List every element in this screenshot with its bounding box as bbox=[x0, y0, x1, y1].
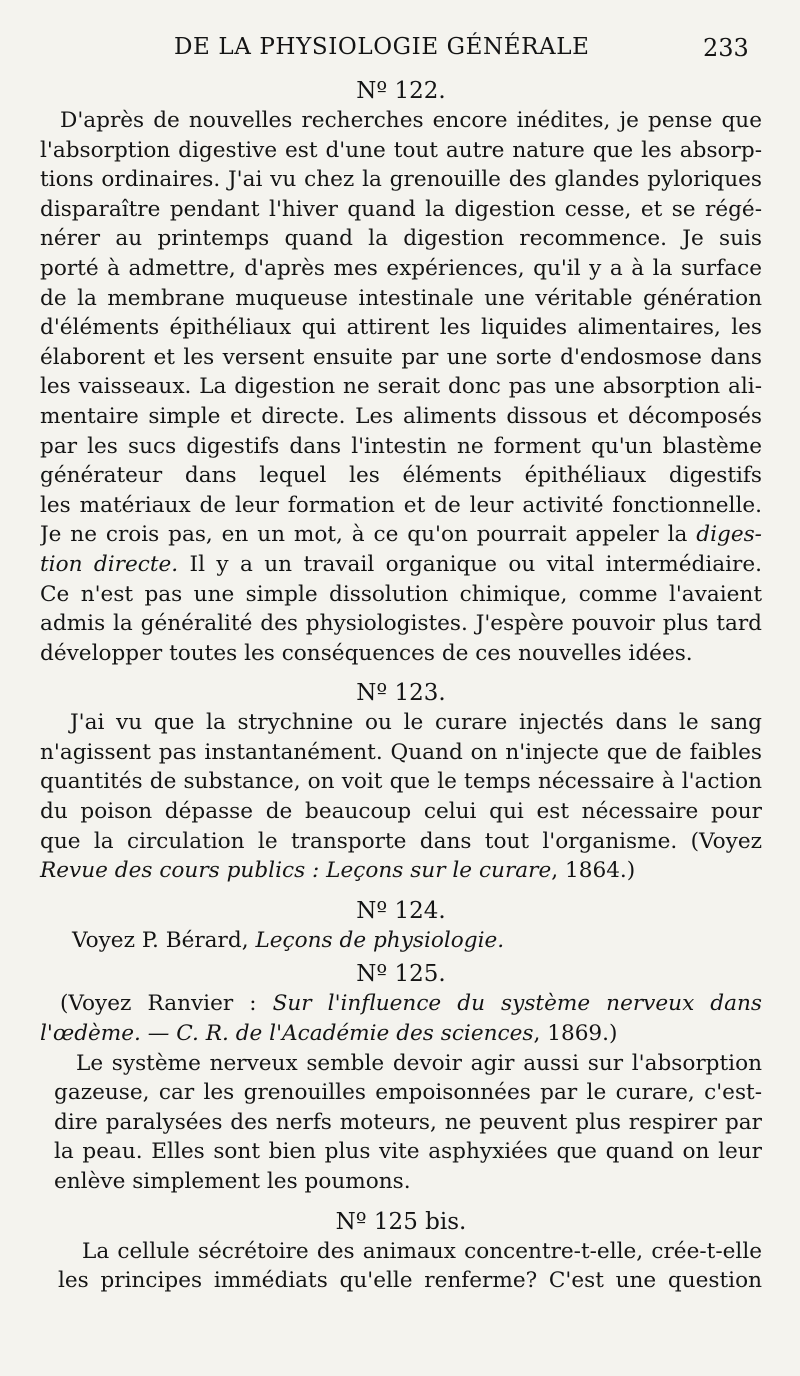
section-heading-124: Nº 124. bbox=[356, 897, 446, 924]
text-line: admis la généralité des physiologistes. J'espère pouvoir plus tard bbox=[40, 611, 762, 637]
text-line-mixed bbox=[40, 926, 762, 956]
text-line-mixed bbox=[40, 856, 762, 886]
italic-phrase: tion directe. bbox=[40, 551, 179, 577]
text-line: quantités de substance, on voit que le temps nécessaire à l'action bbox=[40, 769, 762, 795]
italic-reference: Sur l'influence du système nerveux dans bbox=[272, 991, 762, 1017]
text-line-mixed bbox=[40, 989, 762, 1019]
text-line: Ce n'est pas une simple dissolution chimique, comme l'avaient bbox=[40, 581, 762, 607]
text-line-part: Il y a un travail organique ou vital intermédiaire. bbox=[189, 551, 762, 577]
text-line: générateur dans lequel les éléments épithéliaux digestifs bbox=[40, 463, 762, 489]
text-line-part: Voyez P. Bérard, bbox=[72, 927, 256, 953]
text-line: porté à admettre, d'après mes expériences, qu'il y a à la surface bbox=[40, 255, 762, 281]
italic-reference: Leçons de physiologie. bbox=[255, 927, 505, 953]
text-line: les vaisseaux. La digestion ne serait donc pas une absorption ali- bbox=[40, 374, 762, 400]
section-heading-125-bis: Nº 125 bis. bbox=[335, 1208, 467, 1235]
text-line: enlève simplement les poumons. bbox=[54, 1169, 411, 1194]
text-line: nérer au printemps quand la digestion recommence. Je suis bbox=[40, 226, 762, 252]
text-line: les principes immédiats qu'elle renferme? C'est une question bbox=[58, 1268, 762, 1294]
italic-reference: Revue des cours publics : Leçons sur le curare bbox=[40, 858, 552, 884]
text-line: disparaître pendant l'hiver quand la digestion cesse, et se régé- bbox=[40, 196, 762, 222]
text-line: n'agissent pas instantanément. Quand on n'injecte que de faibles bbox=[40, 739, 762, 765]
text-line-part: , 1864.) bbox=[551, 858, 636, 884]
text-line-part: Je ne crois pas, en un mot, à ce qu'on pourrait appeler la bbox=[40, 522, 688, 548]
text-line: d'éléments épithéliaux qui attirent les liquides alimentaires, les bbox=[40, 315, 762, 341]
text-line-mixed bbox=[40, 1019, 762, 1049]
italic-reference: l'œdème. — C. R. de l'Académie des sciences bbox=[40, 1021, 534, 1047]
text-line: par les sucs digestifs dans l'intestin ne forment qu'un blastème bbox=[40, 433, 762, 459]
section-heading-125: Nº 125. bbox=[356, 961, 446, 988]
text-line: développer toutes les conséquences de ces nouvelles idées. bbox=[40, 640, 693, 666]
section-heading-122: Nº 122. bbox=[356, 78, 446, 104]
text-line: dire paralysées des nerfs moteurs, ne peuvent plus respirer par bbox=[54, 1109, 762, 1135]
text-line: J'ai vu que la strychnine ou le curare injectés dans le sang bbox=[70, 710, 762, 736]
paragraph-125 bbox=[40, 989, 762, 1196]
running-title: DE LA PHYSIOLOGIE GÉNÉRALE bbox=[174, 34, 590, 60]
paragraph-123 bbox=[40, 708, 762, 886]
text-line: mentaire simple et directe. Les aliments dissous et décomposés bbox=[40, 403, 762, 429]
paragraph-125-bis bbox=[40, 1237, 762, 1296]
text-line: la peau. Elles sont bien plus vite asphyxiées que quand on leur bbox=[54, 1139, 762, 1165]
running-head bbox=[0, 34, 800, 70]
text-line-mixed bbox=[40, 550, 762, 580]
text-line: l'absorption digestive est d'une tout autre nature que les absorp- bbox=[40, 137, 762, 163]
page-number: 233 bbox=[703, 34, 749, 62]
paragraph-124 bbox=[40, 926, 762, 956]
italic-phrase: diges- bbox=[696, 522, 762, 548]
text-line: D'après de nouvelles recherches encore inédites, je pense que bbox=[60, 108, 762, 133]
page-body bbox=[40, 76, 762, 1296]
text-line: de la membrane muqueuse intestinale une véritable génération bbox=[40, 285, 762, 311]
paragraph-122 bbox=[40, 106, 762, 668]
text-line: gazeuse, car les grenouilles empoisonnées par le curare, c'est- bbox=[54, 1080, 762, 1106]
text-line-part: , 1869.) bbox=[533, 1021, 618, 1047]
text-line: les matériaux de leur formation et de leur activité fonctionnelle. bbox=[40, 492, 762, 518]
section-heading-123: Nº 123. bbox=[356, 680, 446, 707]
text-line: élaborent et les versent ensuite par une sorte d'endosmose dans bbox=[40, 344, 762, 370]
text-line: Le système nerveux semble devoir agir aussi sur l'absorption bbox=[76, 1050, 762, 1076]
text-line: que la circulation le transporte dans tout l'organisme. (Voyez bbox=[40, 828, 762, 854]
text-line-mixed bbox=[40, 520, 762, 550]
text-line: La cellule sécrétoire des animaux concentre-t-elle, crée-t-elle bbox=[82, 1238, 762, 1264]
text-line: tions ordinaires. J'ai vu chez la grenouille des glandes pyloriques bbox=[40, 167, 762, 193]
text-line: du poison dépasse de beaucoup celui qui est nécessaire pour bbox=[40, 799, 762, 825]
text-line-part: (Voyez Ranvier : bbox=[60, 991, 273, 1017]
